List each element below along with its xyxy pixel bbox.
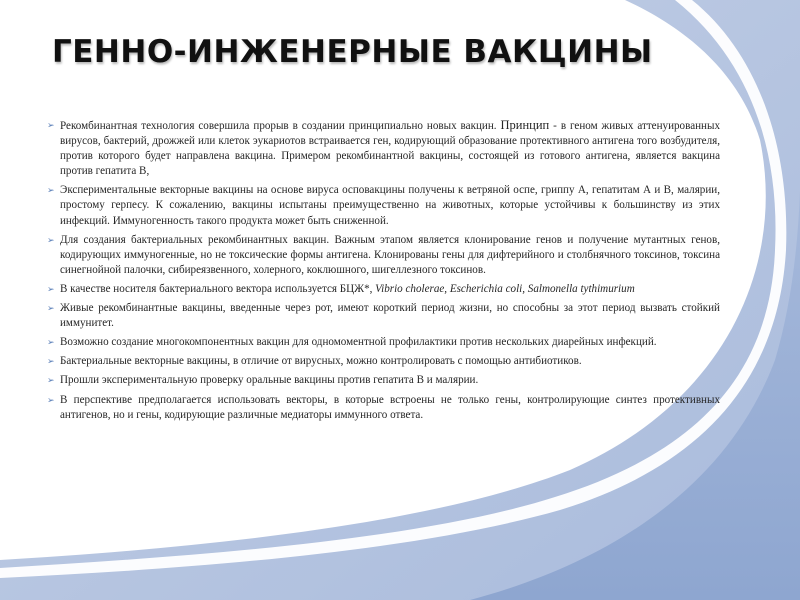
bullet-text — [60, 374, 478, 386]
slide-content — [46, 118, 720, 427]
bullet-arrow-icon: ➢ — [47, 234, 55, 245]
text-run: Возможно создание многокомпонентных вакцин для одномоментной профилактики против нескольких диарейных инфекций. — [60, 336, 657, 349]
text-run: Рекомбинантная технология совершила прорыв в создании принципиально новых вакцин. — [60, 120, 501, 132]
bullet-arrow-icon: ➢ — [47, 120, 55, 130]
bullet-text — [60, 355, 582, 367]
bullet-arrow-icon: ➢ — [47, 375, 55, 386]
bullet-text — [60, 283, 635, 295]
bullet-text — [60, 336, 657, 348]
slide-title: ГЕННО-ИНЖЕНЕРНЫЕ ВАКЦИНЫ — [52, 34, 653, 70]
text-run: - в геном живых аттенуированных вирусов, бактерий, дрожжей или клеток эукариотов встраивается ген, кодирующий образование протективного антигена того возбудителя, против которого будет направлена вакцина. Примером рекомбинантной вакцины, состоящей из готового антигена, является вакцина против гепатита В, — [60, 120, 720, 178]
bullet-arrow-icon: ➢ — [47, 303, 55, 314]
bullet-arrow-icon: ➢ — [47, 185, 55, 196]
bullet-item — [46, 183, 720, 228]
bullet-item — [46, 393, 720, 423]
text-run: Прошли экспериментальную проверку оральные вакцины против гепатита В и малярии. — [60, 374, 479, 387]
bullet-text — [60, 120, 720, 177]
bullet-text — [60, 184, 720, 226]
bullet-item — [46, 335, 720, 350]
bullet-item — [46, 301, 720, 331]
text-run: Бактериальные векторные вакцины, в отличие от вирусных, можно контролировать с помощью антибиотиков. — [60, 355, 582, 368]
bullet-text — [60, 302, 720, 329]
bullet-arrow-icon: ➢ — [47, 337, 55, 348]
bullet-item — [46, 354, 720, 369]
bullet-item — [46, 373, 720, 388]
text-run: Принцип — [500, 118, 550, 132]
bullet-text — [60, 234, 720, 276]
text-run: Экспериментальные векторные вакцины на основе вируса осповакцины получены к ветряной оспе, гриппу А, гепатитам А и В, малярии, простому герпесу. К сожалению, вакцины испытаны преимущественно на животных, которые устойчивы к большинству из этих инфекций. Иммуногенность такого продукта может быть сниженной. — [60, 184, 720, 227]
bullet-list — [46, 118, 720, 423]
bullet-item — [46, 233, 720, 278]
bullet-arrow-icon: ➢ — [47, 283, 55, 294]
text-run: В качестве носителя бактериального вектора используется БЦЖ*, — [60, 282, 376, 295]
text-run: Живые рекомбинантные вакцины, введенные через рот, имеют короткий период жизни, но способны за этот период вызвать стойкий иммунитет. — [60, 302, 720, 330]
text-run: Для создания бактериальных рекомбинантных вакцин. Важным этапом является клонирование генов и получение мутантных генов, кодирующих иммуногенные, но не токсические формы антигена. Клонированы гены для дифтерийного и столбнячного токсинов, токсина синегнойной палочки, сибиреязвенного, холерного, коклюшного, шигеллезного токсинов. — [60, 233, 720, 276]
text-run: В перспективе предполагается использовать векторы, в которые встроены не только гены, контролирующие синтез протективных антигенов, но и гены, кодирующие различные медиаторы иммунного ответа. — [60, 393, 720, 421]
bullet-text — [60, 394, 720, 421]
italic-text-run: Vibrio cholerae, Escherichia coli, Salmonella tythimurium — [375, 282, 635, 295]
bullet-item — [46, 118, 720, 179]
bullet-arrow-icon: ➢ — [47, 356, 55, 367]
bullet-item — [46, 282, 720, 297]
bullet-arrow-icon: ➢ — [47, 394, 55, 405]
